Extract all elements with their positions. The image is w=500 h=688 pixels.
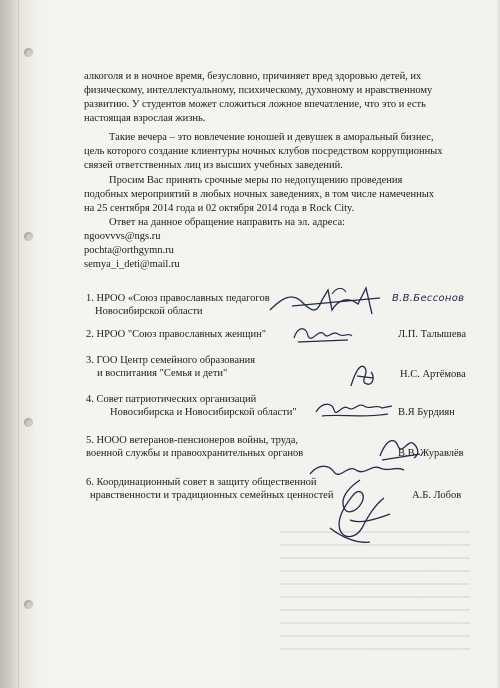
body-line: цель которого создание клиентуры ночных клубов посредством коррупционных — [84, 146, 443, 157]
signatory-org: военной службы и правоохранительных органов — [86, 448, 304, 459]
page-edge-shadow — [496, 0, 500, 688]
binder-hole — [24, 418, 33, 427]
binder-hole — [24, 600, 33, 609]
body-line: физическому, интеллектуальному, психическому, духовному и нравственному — [84, 85, 433, 96]
body-line: подобных мероприятий в любых ночных заведениях, в том числе намеченных — [84, 189, 435, 200]
signatory-org: Новосибирской области — [95, 306, 203, 317]
signatory-org: 4. Совет патриотических организаций — [86, 394, 257, 405]
email-address: pochta@orthgymn.ru — [84, 245, 174, 256]
body-line: Такие вечера – это вовлечение юношей и девушек в аморальный бизнес, — [109, 132, 434, 143]
signatory-name: А.Б. Лобов — [412, 490, 462, 501]
signatory-org: и воспитания "Семья и дети" — [97, 368, 228, 379]
email-address: ngoovvvs@ngs.ru — [84, 231, 161, 242]
signature-1 — [262, 280, 392, 322]
binder-hole — [24, 48, 33, 57]
email-address: semya_i_deti@mail.ru — [84, 259, 180, 270]
signatory-org: нравственности и традиционных семейных ценностей — [90, 490, 334, 501]
signatory-org: 1. НРОО «Союз православных педагогов — [86, 293, 270, 304]
signatory-org: 5. НООО ветеранов-пенсионеров войны, труда, — [86, 435, 299, 446]
signature-4 — [312, 396, 396, 424]
binder-strip — [0, 0, 19, 688]
reply-intro: Ответ на данное обращение направить на эл. адреса: — [109, 217, 346, 228]
signatory-name-handwritten: В.В.Бессонов — [392, 293, 465, 304]
body-line: развитию. У студентов может сложиться ложное впечатление, что это и есть — [84, 99, 426, 110]
body-line: настоящая взрослая жизнь. — [84, 113, 206, 124]
body-line: связей ответственных лиц из высших учебных заведений. — [84, 160, 343, 171]
signatory-name: В.Я Бурдиян — [398, 407, 455, 418]
signatory-org: 6. Координационный совет в защиту общественной — [86, 477, 317, 488]
body-line: алкоголя и в ночное время, безусловно, причиняет вред здоровью детей, их — [84, 71, 422, 82]
signatory-org: 2. НРОО "Союз православных женщин" — [86, 329, 266, 340]
signatory-org: 3. ГОО Центр семейного образования — [86, 355, 256, 366]
body-line: Просим Вас принять срочные меры по недопущению проведения — [109, 175, 403, 186]
body-line: на 25 сентября 2014 года и 02 октября 2014 года в Rock City. — [84, 203, 355, 214]
signatory-name: Н.С. Артёмова — [400, 369, 466, 380]
signature-2 — [288, 318, 358, 350]
signature-6 — [300, 458, 410, 558]
signature-3 — [345, 358, 381, 392]
signatory-org: Новосибирска и Новосибирской области" — [110, 407, 297, 418]
binder-hole — [24, 232, 33, 241]
signatory-name: В.В. Журавлёв — [398, 448, 464, 459]
signatory-name: Л.П. Талышева — [398, 329, 467, 340]
